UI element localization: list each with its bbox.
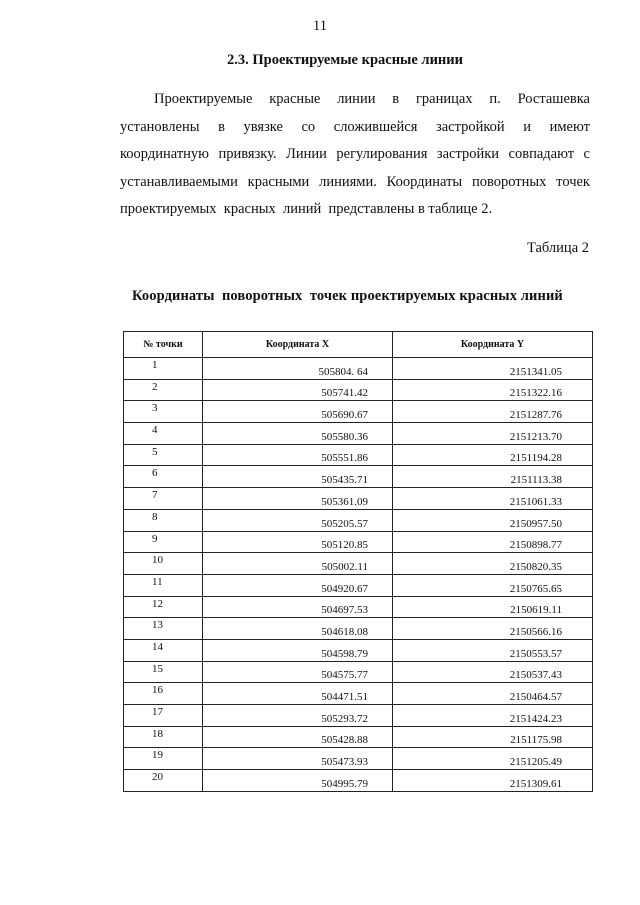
point-number-cell: 6 [124,466,203,488]
point-number-cell: 16 [124,683,203,705]
coordinate-x-cell: 504995.79 [203,770,393,792]
paragraph-word: в [218,118,225,135]
table-row [124,748,593,770]
coordinate-y-cell: 2151424.23 [393,705,593,727]
paragraph-word: красные [269,91,321,107]
body-paragraph [120,86,590,224]
coordinate-x-cell: 504697.53 [203,596,393,618]
table-row [124,488,593,510]
table-row [124,553,593,575]
coordinate-y-cell: 2151322.16 [393,379,593,401]
paragraph-word: со [301,118,316,135]
point-number-cell: 12 [124,596,203,618]
point-number-cell: 5 [124,444,203,466]
coordinate-y-cell: 2150537.43 [393,661,593,683]
paragraph-word: застройки [436,146,500,162]
paragraph-word: привязку. [218,146,277,162]
coordinate-x-cell: 504575.77 [203,661,393,683]
paragraph-word: п. [489,91,501,107]
table-row [124,726,593,748]
coordinate-y-cell: 2150553.57 [393,639,593,661]
paragraph-word: красными [247,173,310,190]
paragraph-word: увязке [243,118,283,135]
coordinate-y-cell: 2150619.11 [393,596,593,618]
table-row [124,574,593,596]
coordinate-x-cell: 505473.93 [203,748,393,770]
point-number-cell: 17 [124,705,203,727]
coordinate-x-cell: 505361.09 [203,488,393,510]
point-number-cell: 11 [124,574,203,596]
coordinate-x-cell: 504618.08 [203,618,393,640]
coordinate-x-cell: 504598.79 [203,639,393,661]
point-number-cell: 20 [124,770,203,792]
point-number-cell: 3 [124,401,203,423]
point-number-cell: 13 [124,618,203,640]
paragraph-word: в [392,91,400,107]
coordinate-y-cell: 2151113.38 [393,466,593,488]
point-number-cell: 15 [124,661,203,683]
coordinate-y-cell: 2151213.70 [393,423,593,445]
coordinate-y-cell: 2150464.57 [393,683,593,705]
table-row [124,379,593,401]
paragraph-word: установлены [120,118,200,135]
coordinate-y-cell: 2150957.50 [393,509,593,531]
coordinate-y-cell: 2151194.28 [393,444,593,466]
section-heading: 2.3. Проектируемые красные линии [226,52,463,68]
coordinate-y-cell: 2150820.35 [393,553,593,575]
point-number-cell: 7 [124,488,203,510]
paragraph-line [120,169,590,197]
paragraph-word: и [523,118,532,135]
coordinate-y-cell: 2151341.05 [393,358,593,380]
coordinate-y-cell: 2150898.77 [393,531,593,553]
point-number-cell: 10 [124,553,203,575]
coordinate-y-cell: 2151309.61 [393,770,593,792]
paragraph-word: линии [337,91,376,107]
coordinate-x-cell: 505551.86 [203,444,393,466]
paragraph-word: координатную [120,146,210,162]
coordinate-x-cell: 505120.85 [203,531,393,553]
paragraph-word: границах [415,91,473,107]
table-row [124,705,593,727]
coordinate-x-cell: 505428.88 [203,726,393,748]
coordinate-x-cell: 505435.71 [203,466,393,488]
point-number-cell: 4 [124,423,203,445]
coordinate-y-cell: 2151287.76 [393,401,593,423]
point-number-cell: 9 [124,531,203,553]
paragraph-word: Росташевка [517,91,590,107]
header-coordinate-y: Координата Y [393,332,593,358]
coordinate-x-cell: 505002.11 [203,553,393,575]
paragraph-word: имеют [549,118,590,135]
point-number-cell: 19 [124,748,203,770]
paragraph-word: регулирования [336,146,428,162]
paragraph-word: застройкой [436,118,505,135]
paragraph-word: устанавливаемыми [120,173,238,190]
paragraph-word: Проектируемые [154,91,253,107]
table-row [124,358,593,380]
coordinate-x-cell: 505293.72 [203,705,393,727]
paragraph-word: точек [556,173,590,190]
paragraph-word: с [583,146,590,162]
table-row [124,423,593,445]
paragraph-word: сложившейся [333,118,418,135]
coordinate-x-cell: 505580.36 [203,423,393,445]
coordinate-y-cell: 2150765.65 [393,574,593,596]
coordinate-x-cell: 505205.57 [203,509,393,531]
table-row [124,466,593,488]
point-number-cell: 2 [124,379,203,401]
table-header-row [124,332,593,358]
coordinate-y-cell: 2151061.33 [393,488,593,510]
table-title: Координаты поворотных точек проектируемых красных линий [132,288,563,304]
table-row [124,661,593,683]
coordinate-x-cell: 505804. 64 [203,358,393,380]
table-row [124,683,593,705]
table-row [124,444,593,466]
coordinate-x-cell: 504920.67 [203,574,393,596]
coordinate-x-cell: 505741.42 [203,379,393,401]
coordinate-y-cell: 2151205.49 [393,748,593,770]
table-row [124,618,593,640]
header-point-number: № точки [124,332,203,358]
table-body [124,358,593,792]
header-coordinate-x: Координата X [203,332,393,358]
coordinates-table [123,331,593,792]
table-row [124,596,593,618]
point-number-cell: 1 [124,358,203,380]
paragraph-line [120,86,590,114]
paragraph-word: линиями. [319,173,377,190]
page-number: 11 [313,18,327,34]
paragraph-line [120,141,590,169]
coordinate-y-cell: 2150566.16 [393,618,593,640]
coordinate-x-cell: 505690.67 [203,401,393,423]
paragraph-line: проектируемых красных линий представлены в таблице 2. [120,201,493,217]
paragraph-word: Координаты [386,173,463,190]
coordinate-x-cell: 504471.51 [203,683,393,705]
paragraph-word: поворотных [471,173,547,190]
table-label: Таблица 2 [526,240,589,256]
table-row [124,770,593,792]
coordinate-y-cell: 2151175.98 [393,726,593,748]
point-number-cell: 8 [124,509,203,531]
paragraph-word: совпадают [508,146,575,162]
table-row [124,531,593,553]
point-number-cell: 18 [124,726,203,748]
table-row [124,401,593,423]
table-row [124,639,593,661]
point-number-cell: 14 [124,639,203,661]
paragraph-word: Линии [286,146,327,162]
paragraph-line [120,114,590,142]
table-row [124,509,593,531]
